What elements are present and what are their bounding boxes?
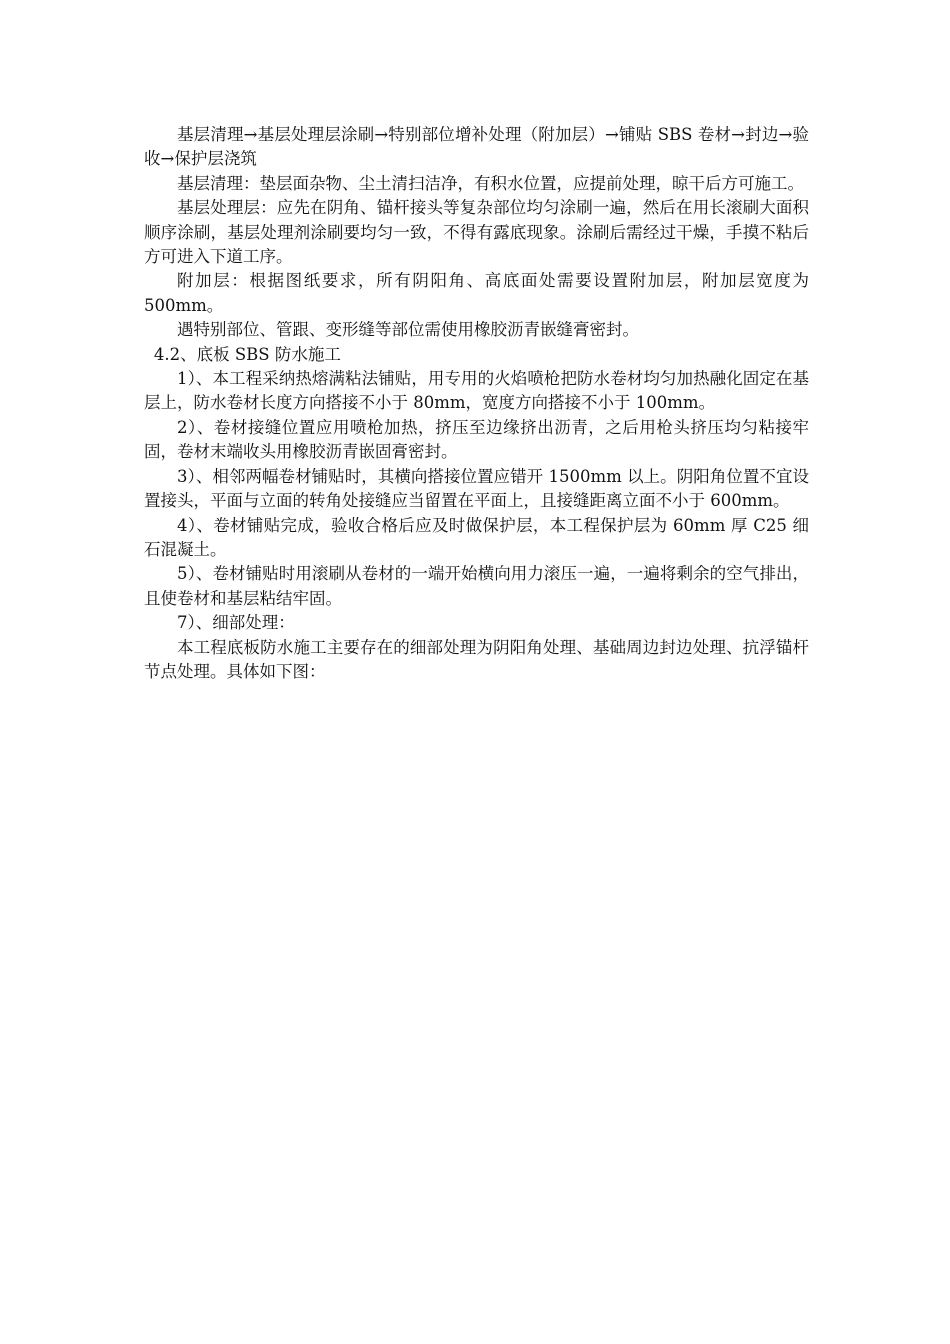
list-item-5: 5）、卷材铺贴时用滚刷从卷材的一端开始横向用力滚压一遍，一遍将剩余的空气排出，且使卷材和基层粘结牢固。 (144, 564, 809, 608)
list-item-4: 4）、卷材铺贴完成，验收合格后应及时做保护层，本工程保护层为 60mm 厚 C25 细石混凝土。 (144, 515, 809, 559)
section-heading: 4.2、底板 SBS 防水施工 (153, 344, 341, 364)
list-item-7: 7）、细部处理： (177, 613, 295, 633)
detail-treatment-paragraph: 本工程底板防水施工主要存在的细部处理为阴阳角处理、基础周边封边处理、抗浮锚杆节点处理。具体如下图： (144, 637, 809, 681)
list-item-3: 3）、相邻两幅卷材铺贴时，其横向搭接位置应错开 1500mm 以上。阴阳角位置不宜设置接头，平面与立面的转角处接缝应当留置在平面上，且接缝距离立面不小于 600mm。 (144, 466, 809, 511)
document-page (144, 123, 809, 684)
additional-layer-paragraph: 附加层：根据图纸要求，所有阴阳角、高底面处需要设置附加层，附加层宽度为 500mm。 (144, 271, 809, 315)
special-parts-paragraph: 遇特别部位、管跟、变形缝等部位需使用橡胶沥青嵌缝膏密封。 (177, 320, 639, 340)
base-cleaning-paragraph: 基层清理：垫层面杂物、尘土清扫洁净，有积水位置，应提前处理，晾干后方可施工。 (177, 173, 804, 193)
process-flow-paragraph: 基层清理→基层处理层涂刷→特别部位增补处理（附加层）→铺贴 SBS 卷材→封边→验收→保护层浇筑 (144, 125, 809, 169)
list-item-1: 1）、本工程采纳热熔满粘法铺贴，用专用的火焰喷枪把防水卷材均匀加热融化固定在基层上，防水卷材长度方向搭接不小于 80mm，宽度方向搭接不小于 100mm。 (144, 369, 809, 413)
list-item-2: 2）、卷材接缝位置应用喷枪加热，挤压至边缘挤出沥青，之后用枪头挤压均匀粘接牢固，卷材末端收头用橡胶沥青嵌固膏密封。 (144, 417, 809, 462)
base-treatment-paragraph: 基层处理层：应先在阴角、锚杆接头等复杂部位均匀涂刷一遍，然后在用长滚刷大面积顺序涂刷，基层处理剂涂刷要均匀一致，不得有露底现象。涂刷后需经过干燥，手摸不粘后方可进入下道工序。 (144, 198, 809, 267)
